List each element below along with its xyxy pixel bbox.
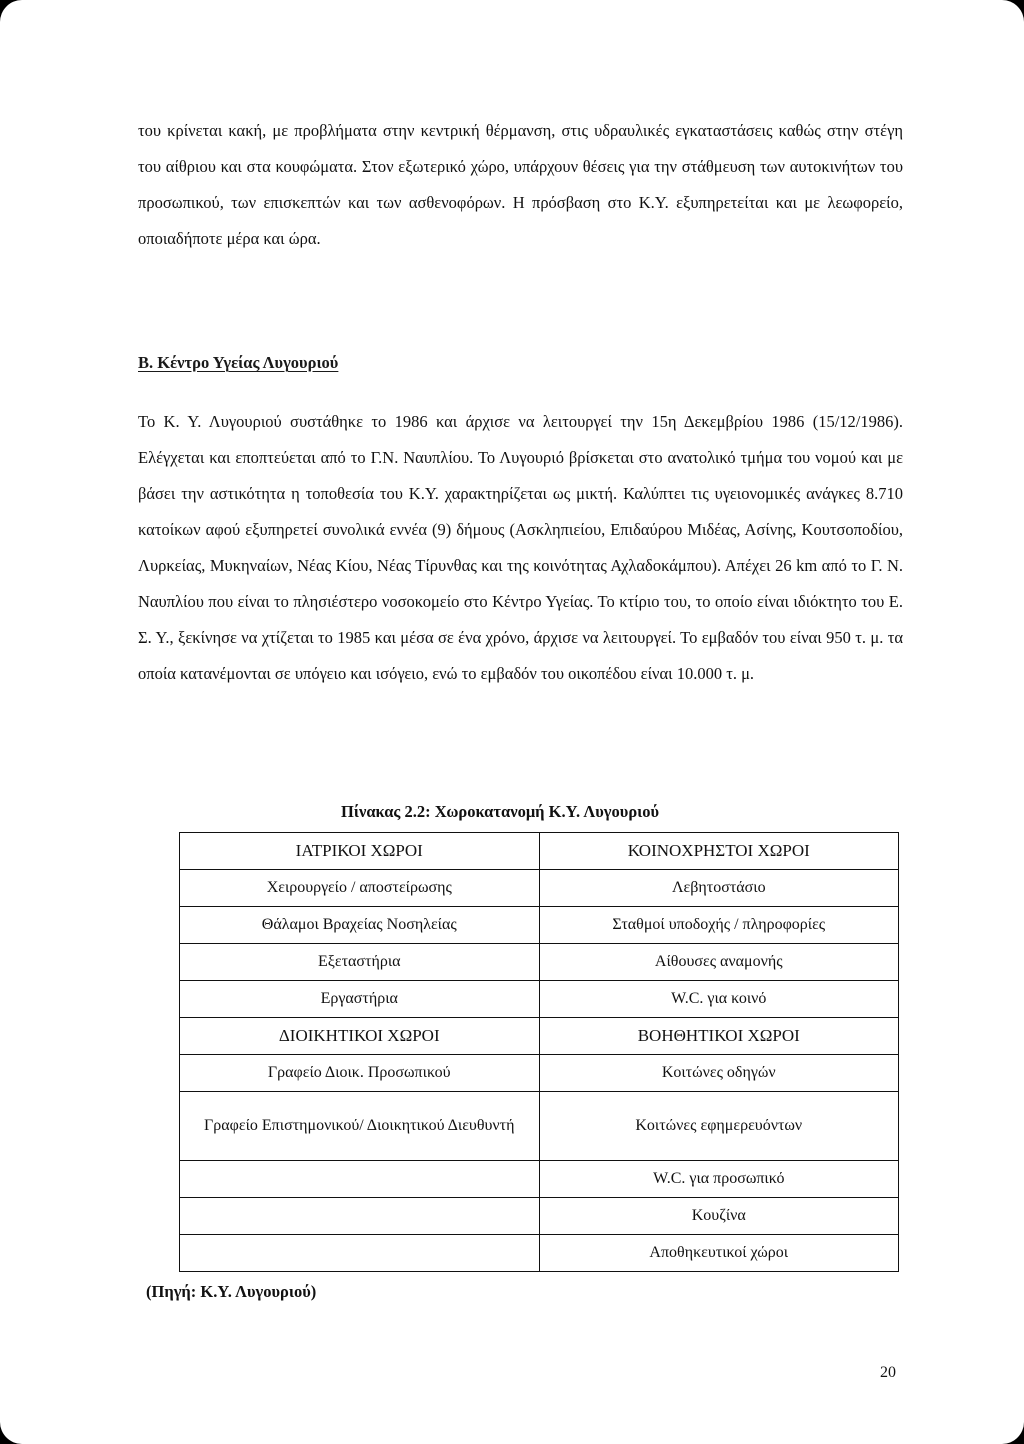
section-heading: Β. Κέντρο Υγείας Λυγουριού [138,353,339,372]
table-cell: Γραφείο Επιστημονικού/ Διοικητικού Διευθυντή [180,1092,540,1161]
table-cell: W.C. για προσωπικό [539,1161,899,1198]
table-cell: Κουζίνα [539,1198,899,1235]
header-medical-spaces: ΙΑΤΡΙΚΟΙ ΧΩΡΟΙ [180,833,540,870]
table-cell: W.C. για κοινό [539,981,899,1018]
source-note: (Πηγή: Κ.Υ. Λυγουριού) [146,1282,317,1301]
header-auxiliary-spaces: ΒΟΗΘΗΤΙΚΟΙ ΧΩΡΟΙ [539,1018,899,1055]
table-caption: Πίνακας 2.2: Χωροκατανομή Κ.Υ. Λυγουριού [341,802,660,821]
table-row [180,944,899,981]
table-cell: Κοιτώνες εφημερευόντων [539,1092,899,1161]
space-allocation-table [179,832,899,1272]
table-cell: Εξεταστήρια [180,944,540,981]
table-cell: Αποθηκευτικοί χώροι [539,1235,899,1272]
page-number: 20 [880,1364,896,1381]
table-row [180,1198,899,1235]
body-paragraph: Το Κ. Υ. Λυγουριού συστάθηκε το 1986 και άρχισε να λειτουργεί την 15η Δεκεμβρίου 1986 (15/12/1986). Ελέγχεται και εποπτεύεται από το Γ.Ν. Ναυπλίου. Το Λυγουριό βρίσκεται στο ανατολικό τμήμα του νομού και με βάσει την αστικότητα η τοποθεσία του Κ.Υ. χαρακτηρίζεται ως μικτή. Καλύπτει τις υγειονομικές ανάγκες 8.710 κατοίκων αφού εξυπηρετεί συνολικά εννέα (9) δήμους (Ασκληπιείου, Επιδαύρου Μιδέας, Ασίνης, Κουτσοποδίου, Λυρκείας, Μυκηναίων, Νέας Κίου, Νέας Τίρυνθας και της κοινότητας Αχλαδοκάμπου). Απέχει 26 km από το Γ. Ν. Ναυπλίου που είναι το πλησιέστερο νοσοκομείο στο Κέντρο Υγείας. Το κτίριο του, το οποίο είναι ιδιόκτητο του Ε. Σ. Υ., ξεκίνησε να χτίζεται το 1985 και μέσα σε ένα χρόνο, άρχισε να λειτουργεί. Το εμβαδόν του είναι 950 τ. μ. τα οποία κατανέμονται σε υπόγειο και ισόγειο, ενώ το εμβαδόν του οικοπέδου είναι 10.000 τ. μ. [138,412,903,683]
table-cell: Αίθουσες αναμονής [539,944,899,981]
header-administrative-spaces: ΔΙΟΙΚΗΤΙΚΟΙ ΧΩΡΟΙ [180,1018,540,1055]
table-cell: Χειρουργείο / αποστείρωσης [180,870,540,907]
table-cell [180,1161,540,1198]
table-row [180,907,899,944]
table-row [180,870,899,907]
header-common-spaces: ΚΟΙΝΟΧΡΗΣΤΟΙ ΧΩΡΟΙ [539,833,899,870]
table-cell: Θάλαμοι Βραχείας Νοσηλείας [180,907,540,944]
table-header-row [180,833,899,870]
table-row [180,1055,899,1092]
table-cell: Σταθμοί υποδοχής / πληροφορίες [539,907,899,944]
table-cell: Κοιτώνες οδηγών [539,1055,899,1092]
table-cell [180,1235,540,1272]
table-section-row [180,1018,899,1055]
table-row [180,981,899,1018]
table-row [180,1235,899,1272]
table-row [180,1161,899,1198]
table-row [180,1092,899,1161]
table-cell: Γραφείο Διοικ. Προσωπικού [180,1055,540,1092]
table-cell: Εργαστήρια [180,981,540,1018]
table-cell: Λεβητοστάσιο [539,870,899,907]
intro-paragraph: του κρίνεται κακή, με προβλήματα στην κεντρική θέρμανση, στις υδραυλικές εγκαταστάσεις καθώς στην στέγη του αίθριου και στα κουφώματα. Στον εξωτερικό χώρο, υπάρχουν θέσεις για την στάθμευση των αυτοκινήτων του προσωπικού, των επισκεπτών και των ασθενοφόρων. Η πρόσβαση στο Κ.Υ. εξυπηρετείται και με λεωφορείο, οποιαδήποτε μέρα και ώρα. [138,121,903,248]
table-cell [180,1198,540,1235]
